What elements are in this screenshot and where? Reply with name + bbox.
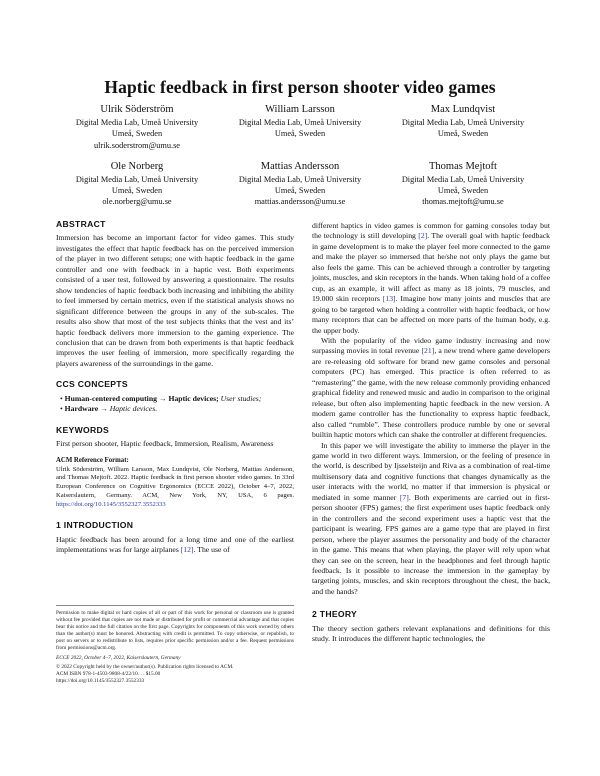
ccs-arrow: →: [100, 404, 108, 414]
author-name: Max Lundqvist: [430, 104, 496, 115]
text-run: In this paper we will investigate the ability to immerse the player in the game world in two different ways. Immersion, or the feeling of presence in the world, is described by Ijsselsteijn and Riva as a combination of real-time multisensory data and cognitive functions that changes dynamically as the user interacts with the world, no matter if that immersion is physical or mediated in some manner: [312, 440, 550, 502]
text-run: . Both experiments are carried out in first-person shooter (FPS) games; the first experiment uses haptic feedback only in the controllers and the second experiment uses a haptic vest that the participant is wearing. FPS games are a game type that are played in first person, where the player assumes the personality and body of the character in the game. This means that when playing, the player will rely upon what they can see on the screen, hear in the headphones and feel through haptic feedback. Is it possible to increase the immersion in the gameplay by targeting joints, muscles, and skin receptors throughout the chest, the back, and the hands?: [312, 492, 550, 596]
author-location: Umeå, Sweden: [437, 129, 489, 139]
theory-text: The theory section gathers relevant explanations and definitions for this study. It introduces the different haptic technologies, the: [312, 623, 550, 644]
author-location: Umeå, Sweden: [437, 186, 489, 196]
ccs-main: Human-centered computing: [64, 393, 157, 403]
author-card: [219, 160, 381, 208]
author-name: Ulrik Söderström: [100, 104, 174, 115]
acm-reference: [56, 457, 294, 510]
ccs-arrow: →: [158, 393, 167, 403]
citation-link[interactable]: [12]: [180, 544, 194, 554]
author-name: Thomas Mejtoft: [429, 160, 497, 172]
author-location: Umeå, Sweden: [111, 186, 163, 196]
author-affiliation: Digital Media Lab, Umeå University: [238, 174, 362, 184]
ccs-item: [56, 404, 294, 414]
citation-link[interactable]: [2]: [418, 231, 428, 241]
text-run: . Imagine how many joints and muscles that are going to be targeted when holding a controller with haptic feedback, or how many receptors that can be affected on more parts of the human body, e.g. the upper body.: [312, 294, 550, 335]
abstract-text: Immersion has become an important factor for video games. This study investigates the effect that haptic feedback has on the perceived immersion of the player in two different setups; one with haptic feedback in the game controller and one with feedback in a haptic vest. Both experiments consisted of a user test, followed by answering a questionnaire. The results show tendencies of haptic feedback both increasing and inhibiting the ability to feel immersed by certain metrics, even if the statistical analysis shows no significant difference between the groups in any of the sub-scales. The results also show that most of the test subjects thinks that the vest and its’ haptic feedback delivers more immersion to the gaming experience. The conclusion that can be drawn from both experiments is that haptic feedback improves the user feeling of immersion, more specifically regarding the players awareness of the surroundings in the game.: [56, 233, 294, 368]
paper-title: Haptic feedback in first person shooter video games: [104, 77, 496, 97]
acm-reference-doi-link[interactable]: https://doi.org/10.1145/3552327.3552333: [56, 501, 166, 509]
author-row: [56, 160, 544, 208]
footnote-permission: Permission to make digital or hard copies of all or part of this work for personal or classroom use is granted without fee provided that copies are not made or distributed for profit or commercial advantage and that copies bear this notice and the full citation on the first page. Copyrights for components of this work owned by others than the author(s) must be honored. Abstracting with credit is permitted. To copy otherwise, or republish, to post on servers or to redistribute to lists, requires prior specific permission and/or a fee. Request permissions from permissions@acm.org.: [56, 610, 294, 652]
paragraph: [312, 221, 550, 336]
author-block: [56, 103, 544, 217]
author-email: thomas.mejtoft@umu.se: [422, 197, 504, 207]
ccs-bullet: •: [60, 404, 63, 414]
footnote-doi-link[interactable]: https://doi.org/10.1145/3552327.3552333: [56, 677, 145, 684]
text-run: different haptics in video games is common for gaming consoles today but the technology is still developing: [312, 221, 550, 241]
citation-link[interactable]: [21]: [421, 346, 435, 356]
acm-reference-label: ACM Reference Format:: [56, 456, 129, 464]
paragraph: [312, 336, 550, 441]
author-location: Umeå, Sweden: [111, 129, 163, 139]
ccs-main: Hardware: [64, 404, 99, 414]
author-name: Ole Norberg: [110, 160, 164, 172]
footnote-isbn: ACM ISBN 978-1-4503-9808-4/22/10. . . $15.00: [56, 670, 161, 677]
keywords-text: First person shooter, Haptic feedback, Immersion, Realism, Awareness: [56, 439, 274, 449]
citation-link[interactable]: [13]: [382, 294, 396, 304]
ccs-item: [56, 394, 294, 404]
ccs-tail: Haptic devices.: [109, 404, 158, 414]
author-affiliation: Digital Media Lab, Umeå University: [238, 118, 362, 127]
footnote-venue: ECCE 2022, October 4–7, 2022, Kaiserslautern, Germany: [56, 654, 181, 661]
footnote: [56, 605, 294, 685]
acm-reference-text: Ulrik Söderström, William Larsson, Max Lundqvist, Ole Norberg, Mattias Andersson, and Thomas Mejtoft. 2022. Haptic feedback in first person shooter video games. In 33rd European Conference on Cognitive Ergonomics (ECCE 2022), October 4–7, 2022, Kaiserslautern, Germany. ACM, New York, NY, USA, 6 pages.: [56, 465, 294, 500]
abstract-heading: ABSTRACT: [56, 219, 106, 229]
author-card: [382, 103, 544, 151]
author-card: [219, 103, 381, 151]
introduction-text: [56, 535, 294, 556]
author-location: Umeå, Sweden: [274, 129, 326, 139]
author-affiliation: Digital Media Lab, Umeå University: [75, 174, 199, 184]
author-card: [56, 103, 218, 151]
left-column: [56, 219, 294, 555]
author-email: ole.norberg@umu.se: [102, 197, 172, 207]
text-run: With the popularity of the video game industry increasing and now surpassing movies in total revenue: [312, 335, 550, 356]
author-email: mattias.andersson@umu.se: [254, 197, 346, 207]
citation-link[interactable]: [7]: [399, 492, 409, 502]
ccs-heading: CCS CONCEPTS: [56, 379, 128, 390]
intro-text-a: Haptic feedback has been around for a long time and one of the earliest implementations was for large airplanes: [56, 534, 294, 554]
theory-heading: 2 THEORY: [312, 609, 358, 620]
right-column: [312, 221, 550, 645]
introduction-heading: 1 INTRODUCTION: [56, 520, 134, 531]
author-row: [56, 103, 544, 151]
text-run: , a new trend where game developers are re-releasing old software for brand new game consoles and personal computers (PC) has emerged. This practice is often referred to as “remastering” the game, with the new release commonly providing enhanced graphical fidelity and renewed music and audio in comparison to the original release, but often also implementing haptic feedback in the new version. A modern game controller has the functionality to express haptic feedback, also called “rumble”. These controllers produce rumble by one or several builtin haptic motors which can shake the controller at different frequencies.: [312, 346, 550, 440]
ccs-tail: User studies;: [220, 393, 262, 403]
author-email: ulrik.soderstrom@umu.se: [94, 140, 180, 150]
author-affiliation: Digital Media Lab, Umeå University: [401, 174, 525, 184]
footnote-copyright: © 2022 Copyright held by the owner/author(s). Publication rights licensed to ACM.: [56, 663, 234, 670]
author-affiliation: Digital Media Lab, Umeå University: [75, 118, 199, 127]
text-run: . The overall goal with haptic feedback in game development is to make the player feel more connected to the game and make the player so immersed that he/she not only plays the game but also feels the game. This can be achieved through a controller by targeting joints, muscles, and skin receptors in the hands. When taking hold of a coffee cup, as an example, it will affect as many as 18 joints, 79 muscles, and 19.000 skin receptors: [312, 231, 550, 304]
ccs-bullet: •: [60, 393, 63, 403]
author-card: [56, 160, 218, 208]
paragraph: [312, 441, 550, 598]
author-affiliation: Digital Media Lab, Umeå University: [401, 118, 525, 127]
keywords-heading: KEYWORDS: [56, 424, 110, 435]
author-name: William Larsson: [265, 104, 335, 115]
author-name: Mattias Andersson: [260, 160, 340, 172]
author-card: [382, 160, 544, 208]
intro-text-b: . The use of: [193, 544, 230, 554]
ccs-sub: Haptic devices;: [168, 393, 219, 403]
author-location: Umeå, Sweden: [274, 186, 326, 196]
